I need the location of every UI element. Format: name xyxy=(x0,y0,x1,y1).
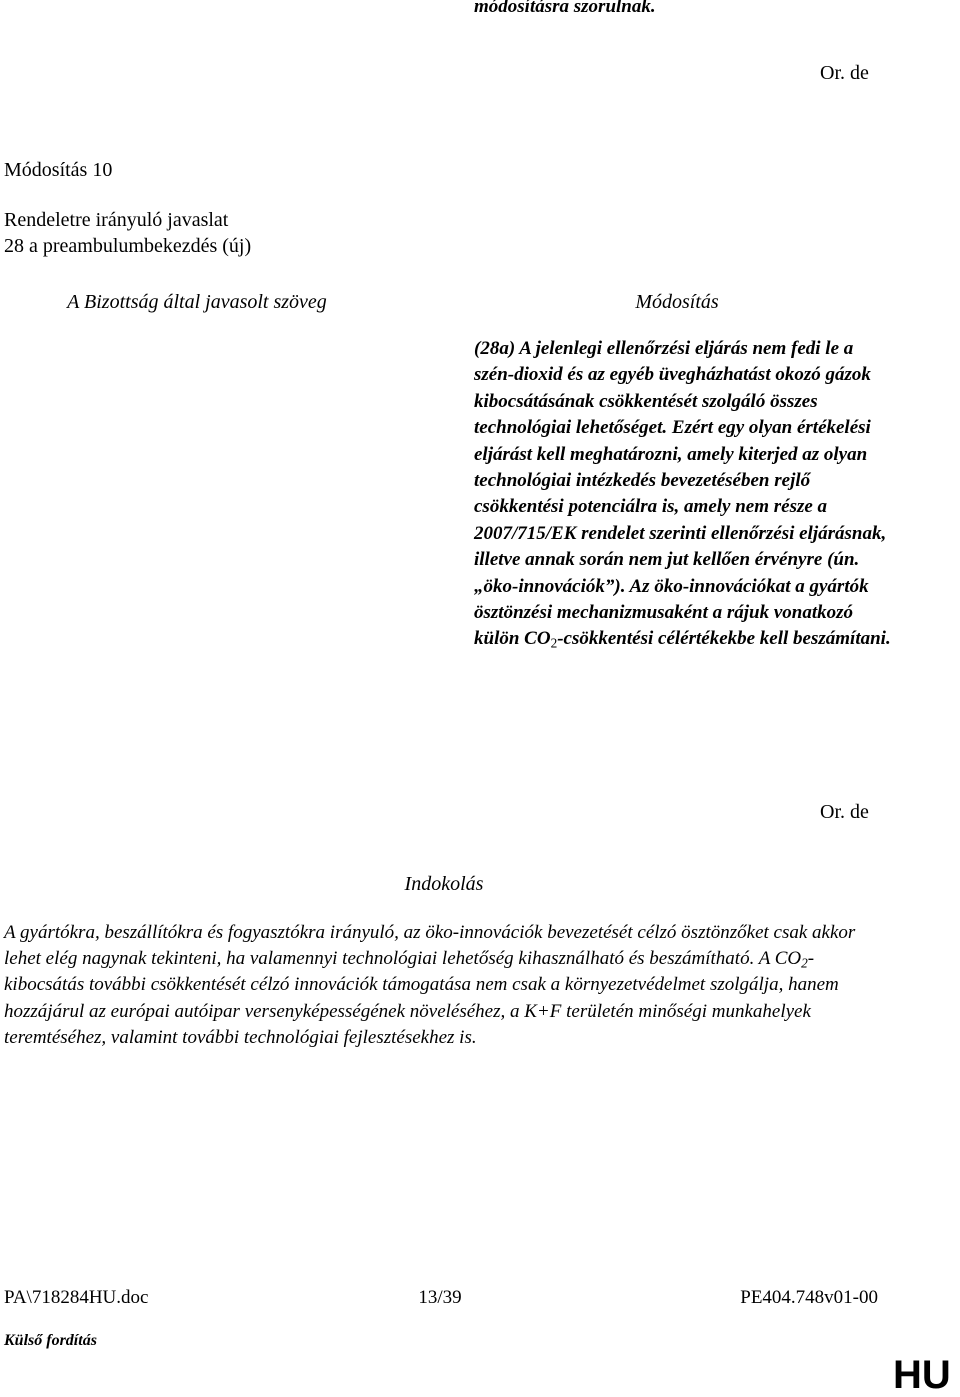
footer-page-number: 13/39 xyxy=(418,1287,462,1308)
carryover-text: módosításra szorulnak. xyxy=(474,0,656,17)
footer-language-code: HU xyxy=(893,1353,951,1397)
justification-heading: Indokolás xyxy=(404,873,484,895)
justification-text xyxy=(4,920,884,1051)
amendment-text-part1: (28a) A jelenlegi ellenőrzési eljárás nem fedi le a szén-dioxid és az egyéb üvegházhatást okozó gázok kibocsátásának csökkentését szolgáló összes technológiai lehetőséget. Ezért egy olyan értékelési eljárást kell meghatározni, amely kiterjed az olyan technológiai intézkedés bevezetésében rejlő csökkentési potenciálra is, amely nem része a 2007/715/EK rendelet szerinti ellenőrzési eljárásnak, illetve annak során nem jut kellően érvényre (ún. „öko-innovációk”). Az öko-innovációkat a gyártók ösztönzési mechanizmusaként a rájuk vonatkozó külön CO xyxy=(474,338,887,650)
amendment-text-subscript: 2 xyxy=(550,635,558,651)
footer-translation-note: Külső fordítás xyxy=(4,1332,97,1349)
amendment-text xyxy=(474,336,894,653)
amendment-text-part2: -csökkentési célértékekbe kell beszámítani. xyxy=(557,628,891,650)
justification-subscript: 2 xyxy=(801,955,808,971)
proposal-title: Rendeletre irányuló javaslat xyxy=(4,209,229,231)
footer-pe-ref: PE404.748v01-00 xyxy=(740,1287,878,1308)
recital-reference: 28 a preambulumbekezdés (új) xyxy=(4,235,252,257)
column-header-commission: A Bizottság által javasolt szöveg xyxy=(67,291,327,313)
amendment-number: Módosítás 10 xyxy=(4,159,113,181)
original-language-bottom: Or. de xyxy=(820,801,869,823)
column-header-amendment: Módosítás xyxy=(635,291,719,313)
original-language-top: Or. de xyxy=(820,62,869,84)
justification-part1: A gyártókra, beszállítókra és fogyasztókra irányuló, az öko-innovációk bevezetését célzó ösztönzőket csak akkor lehet elég nagynak tekinteni, ha valamennyi technológiai lehetőség kihasználható és beszámítható. A CO xyxy=(4,922,856,970)
footer-doc-ref: PA\718284HU.doc xyxy=(4,1287,149,1308)
justification-part2: -kibocsátás további csökkentését célzó innovációk támogatása nem csak a környezetvédelmet szolgálja, hanem hozzájárul az európai autóipar versenyképességének növeléséhez, a K+F területén minőségi munkahelyek teremtéséhez, valamint további technológiai fejlesztésekhez is. xyxy=(4,948,839,1048)
